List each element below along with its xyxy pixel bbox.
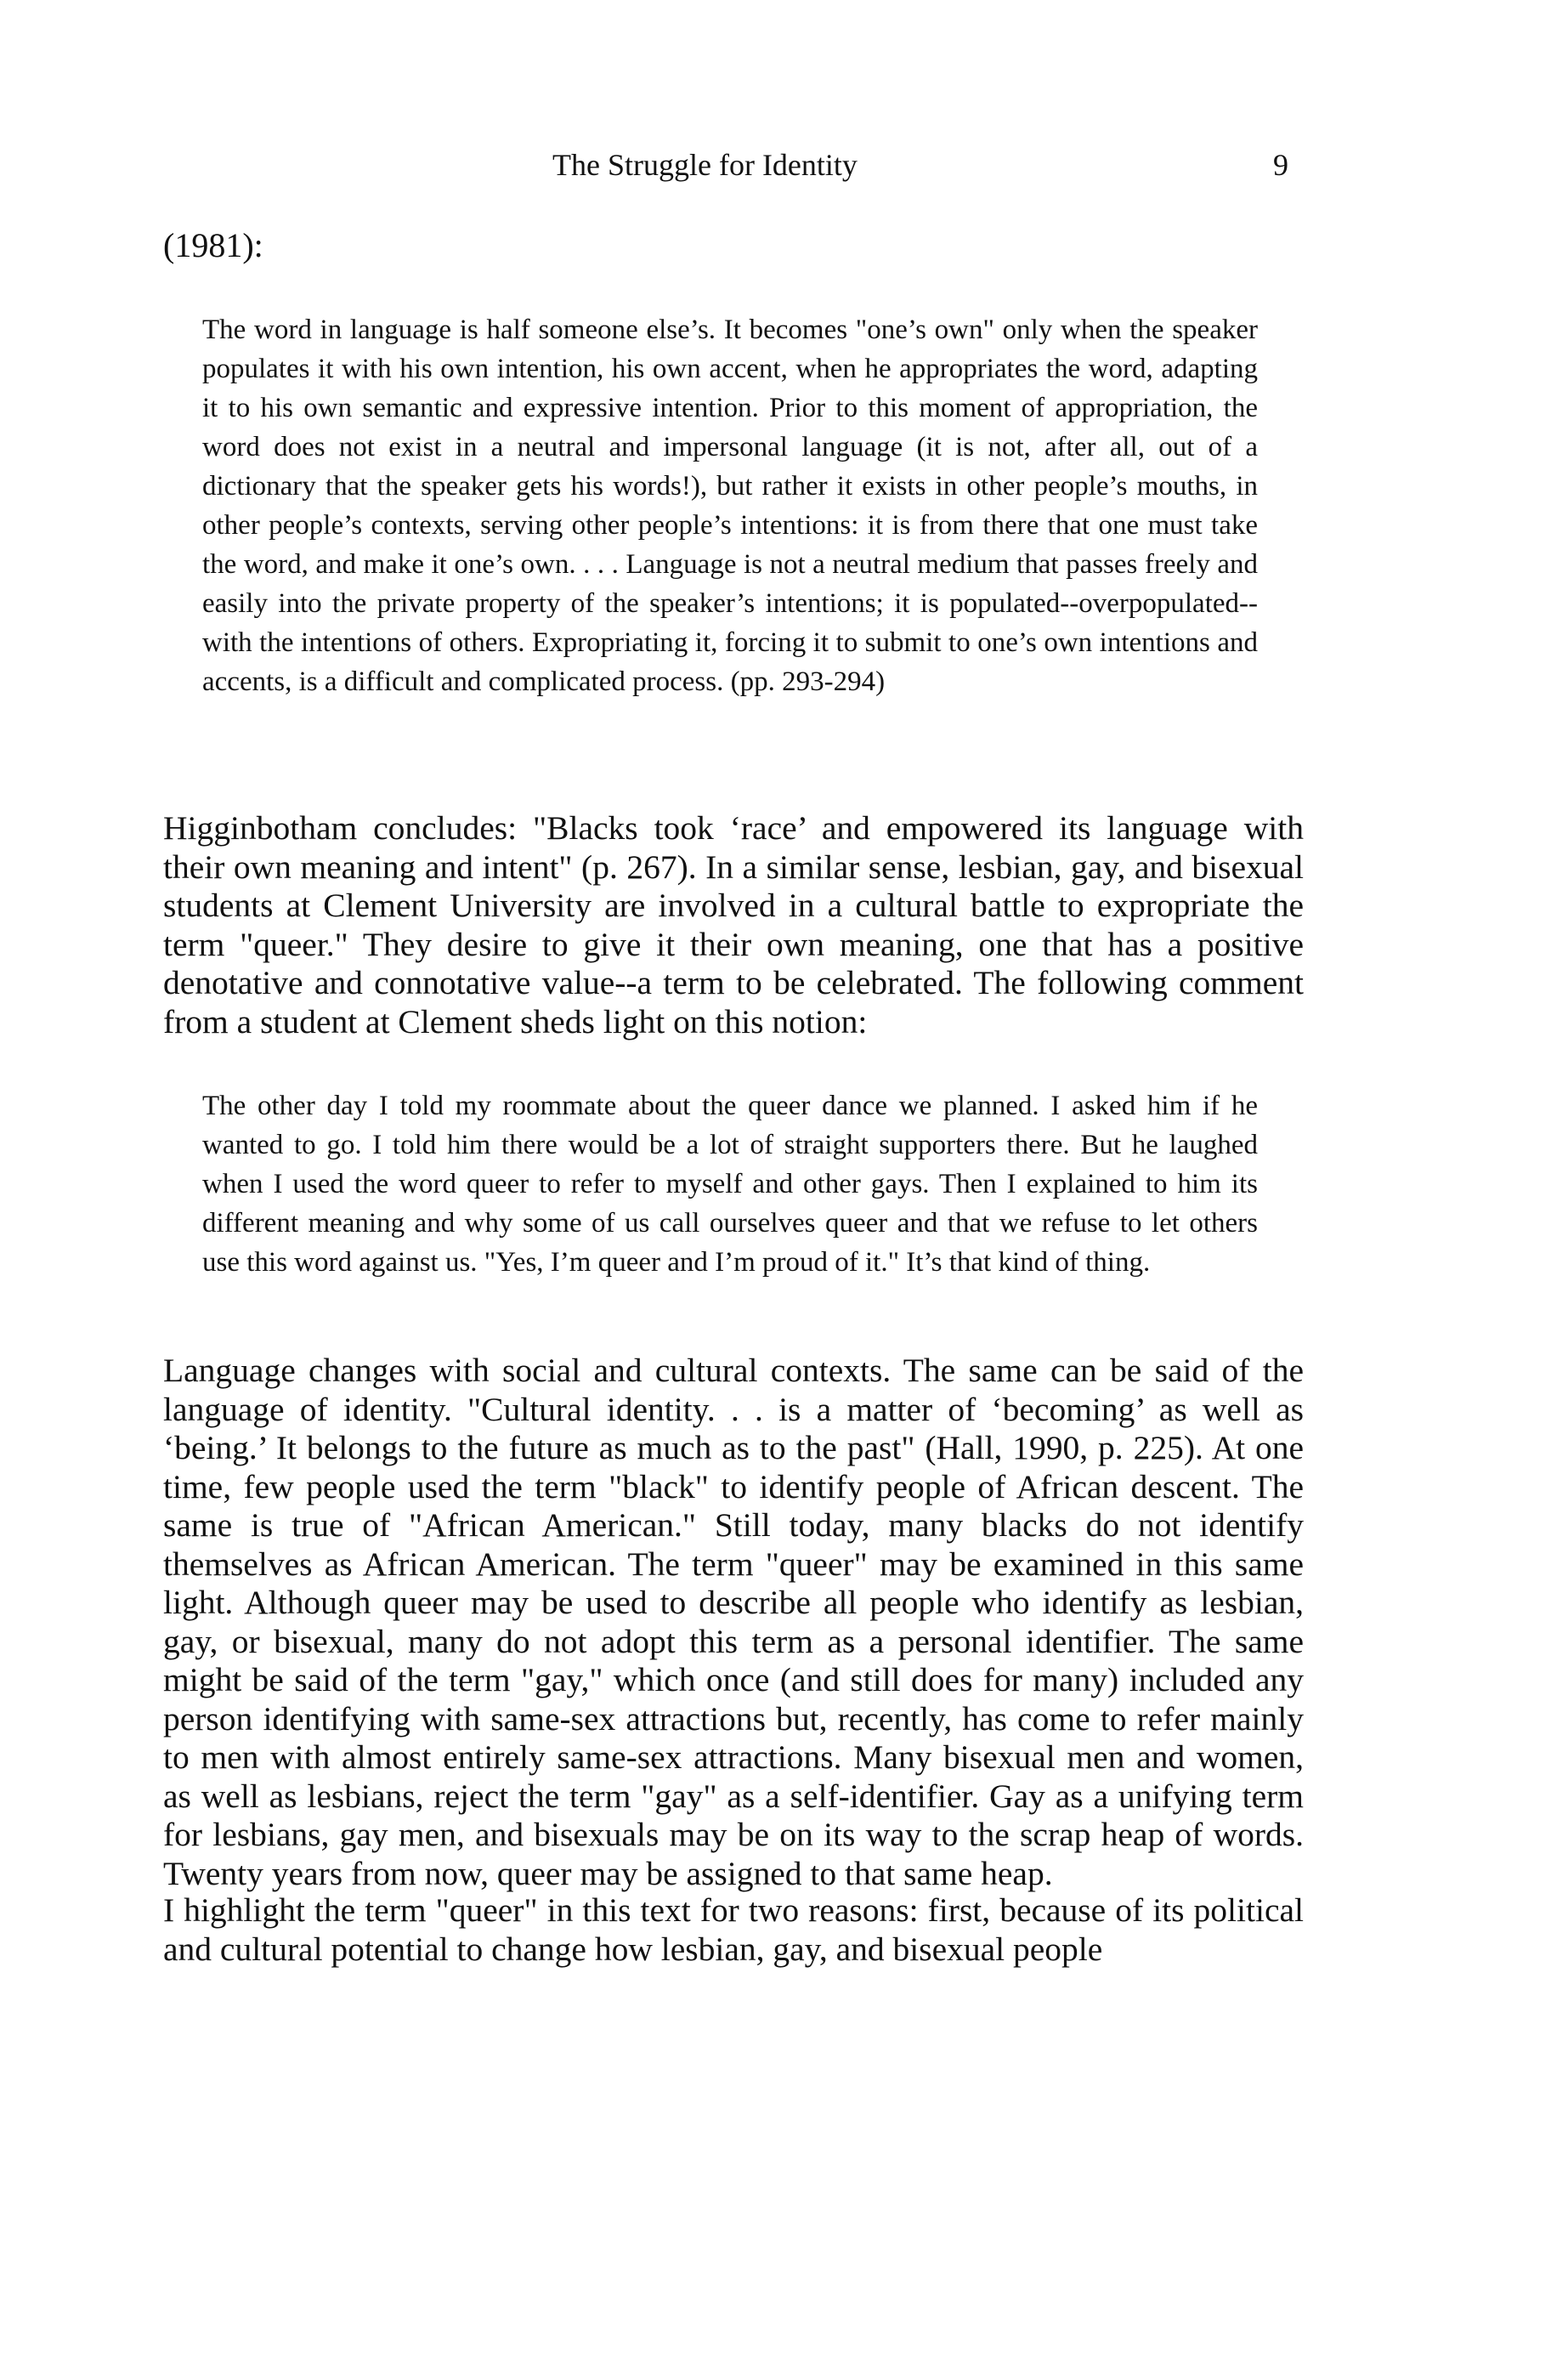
block-quote-student: The other day I told my roommate about the queer dance we planned. I asked him if he wanted to go. I told him there would be a lot of straight supporters there. But he laughed when I used the word queer to refer to myself and other gays. Then I explained to him its different meaning and why some of us call ourselves queer and that we refuse to let others use this word against us. "Yes, I’m queer and I’m proud of it." It’s that kind of thing. xyxy=(202,1091,1258,1278)
page-number: 9 xyxy=(1273,148,1288,182)
running-head-title: The Struggle for Identity xyxy=(552,148,858,182)
block-quote-bakhtin: The word in language is half someone else’s. It becomes "one’s own" only when the speaker populates it with his own intention, his own accent, when he appropriates the word, adapting it to his own semantic and expressive intention. Prior to this moment of appropriation, the word does not exist in a neutral and impersonal language (it is not, after all, out of a dictionary that the speaker gets his words!), but rather it exists in other people’s mouths, in other people’s contexts, serving other people’s intentions: it is from there that one must take the word, and make it one’s own. . . . Language is not a neutral medium that passes freely and easily into the private property of the speaker’s intentions; it is populated--overpopulated--with the intentions of others. Expropriating it, forcing it to submit to one’s own intentions and accents, is a difficult and complicated process. (pp. 293-294) xyxy=(202,315,1258,697)
citation-lead-in: (1981): xyxy=(163,226,263,264)
body-paragraph-highlight-queer: I highlight the term "queer" in this text for two reasons: first, because of its political and cultural potential to change how lesbian, gay, and bisexual people xyxy=(163,1891,1304,1968)
body-paragraph-language-changes: Language changes with social and cultural contexts. The same can be said of the language of identity. "Cultural identity. . . is a matter of ‘becoming’ as well as ‘being.’ It belongs to the future as much as to the past" (Hall, 1990, p. 225). At one time, few people used the term "black" to identify people of African descent. The same is true of "African American." Still today, many blacks do not identify themselves as African American. The term "queer" may be examined in this same light. Although queer may be used to describe all people who identify as lesbian, gay, or bisexual, many do not adopt this term as a personal identifier. The same might be said of the term "gay," which once (and still does for many) included any person identifying with same-sex attractions but, recently, has come to refer mainly to men with almost entirely same-sex attractions. Many bisexual men and women, as well as lesbians, reject the term "gay" as a self-identifier. Gay as a unifying term for lesbians, gay men, and bisexuals may be on its way to the scrap heap of words. Twenty years from now, queer may be assigned to that same heap. xyxy=(163,1352,1304,1892)
body-paragraph-higginbotham: Higginbotham concludes: "Blacks took ‘race’ and empowered its language with their own meaning and intent" (p. 267). In a similar sense, lesbian, gay, and bisexual students at Clement University are involved in a cultural battle to expropriate the term "queer." They desire to give it their own meaning, one that has a positive denotative and connotative value--a term to be celebrated. The following comment from a student at Clement sheds light on this notion: xyxy=(163,809,1304,1040)
